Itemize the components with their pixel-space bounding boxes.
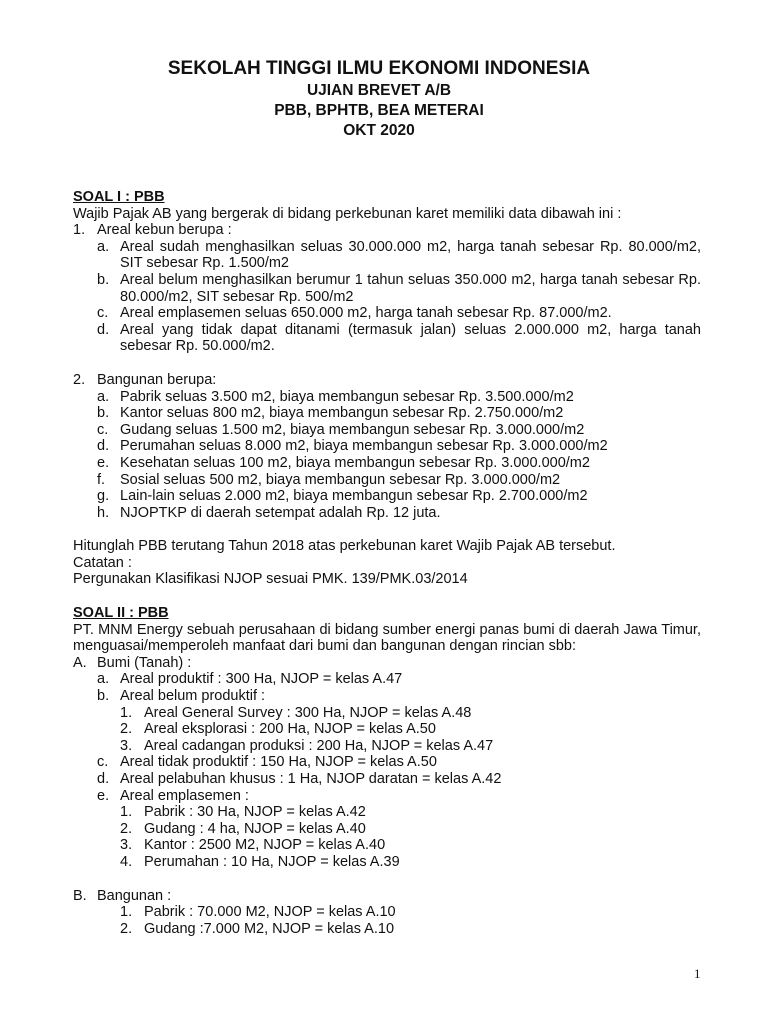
list-text: Gudang : 4 ha, NJOP = kelas A.40 xyxy=(144,820,366,837)
page-number: 1 xyxy=(694,966,701,981)
soal-2-intro: PT. MNM Energy sebuah perusahaan di bidang sumber energi panas bumi di daerah Jawa Timur, menguasai/memperoleh manfaat dari bumi dan bangunan dengan rincian sbb: xyxy=(73,621,701,655)
spacer xyxy=(73,521,701,538)
list-item xyxy=(73,505,701,522)
list-text: Areal eksplorasi : 200 Ha, NJOP = kelas A.50 xyxy=(144,721,436,738)
spacer xyxy=(73,871,701,888)
soal-1-intro: Wajib Pajak AB yang bergerak di bidang perkebunan karet memiliki data dibawah ini : xyxy=(73,205,622,222)
list-number: 2. xyxy=(73,371,86,388)
list-item xyxy=(73,472,701,489)
list-text: Pabrik seluas 3.500 m2, biaya membangun sebesar Rp. 3.500.000/m2 xyxy=(120,388,574,405)
list-number: 1. xyxy=(120,704,133,721)
list-item xyxy=(73,655,701,672)
list-label: d. xyxy=(97,438,110,455)
list-text: Areal General Survey : 300 Ha, NJOP = kelas A.48 xyxy=(144,704,472,721)
list-label: e. xyxy=(97,787,110,804)
list-text: Sosial seluas 500 m2, biaya membangun sebesar Rp. 3.000.000/m2 xyxy=(120,471,561,488)
soal-1-question: Hitunglah PBB terutang Tahun 2018 atas perkebunan karet Wajib Pajak AB tersebut. xyxy=(73,538,616,555)
list-text: Areal produktif : 300 Ha, NJOP = kelas A.47 xyxy=(120,671,403,688)
list-label: c. xyxy=(97,305,109,322)
list-item xyxy=(73,671,701,688)
document-body xyxy=(73,189,701,937)
list-label: c. xyxy=(97,421,109,438)
list-item xyxy=(73,438,701,455)
list-text: Bangunan : xyxy=(97,887,172,904)
list-item xyxy=(73,222,701,239)
list-item xyxy=(73,305,701,322)
list-number: 1. xyxy=(120,804,133,821)
list-text: Bangunan berupa: xyxy=(97,371,217,388)
list-label: b. xyxy=(97,271,110,288)
list-text: Kesehatan seluas 100 m2, biaya membangun sebesar Rp. 3.000.000/m2 xyxy=(120,454,590,471)
list-label: a. xyxy=(97,671,110,688)
list-text: Bumi (Tanah) : xyxy=(97,654,192,671)
list-number: B. xyxy=(73,887,87,904)
list-label: f. xyxy=(97,471,106,488)
list-text: Areal belum menghasilkan berumur 1 tahun seluas 350.000 m2, harga tanah sebesar Rp. 80.000/m2, SIT sebesar Rp. 500/m2 xyxy=(120,271,701,305)
list-item xyxy=(73,322,701,355)
list-text: Areal cadangan produksi : 200 Ha, NJOP = kelas A.47 xyxy=(144,737,494,754)
list-item xyxy=(73,688,701,705)
list-text: Areal kebun berupa : xyxy=(97,222,232,239)
list-item xyxy=(73,389,701,406)
list-number: 4. xyxy=(120,853,133,870)
section-heading-soal-1: SOAL I : PBB xyxy=(73,189,165,205)
list-item xyxy=(73,405,701,422)
note-text: Pergunakan Klasifikasi NJOP sesuai PMK. 139/PMK.03/2014 xyxy=(73,571,468,588)
list-item xyxy=(73,754,701,771)
list-label: g. xyxy=(97,488,110,505)
list-text: Perumahan : 10 Ha, NJOP = kelas A.39 xyxy=(144,853,400,870)
list-number: 2. xyxy=(120,820,133,837)
list-text: Gudang seluas 1.500 m2, biaya membangun sebesar Rp. 3.000.000/m2 xyxy=(120,421,585,438)
list-text: Lain-lain seluas 2.000 m2, biaya membangun sebesar Rp. 2.700.000/m2 xyxy=(120,488,588,505)
list-label: a. xyxy=(97,238,110,255)
list-item xyxy=(73,837,701,854)
list-text: NJOPTKP di daerah setempat adalah Rp. 12 juta. xyxy=(120,504,441,521)
list-text: Areal pelabuhan khusus : 1 Ha, NJOP daratan = kelas A.42 xyxy=(120,771,502,787)
list-item xyxy=(73,771,701,788)
list-number: 1. xyxy=(73,222,86,239)
list-item xyxy=(73,821,701,838)
exam-date: OKT 2020 xyxy=(343,122,415,139)
list-item xyxy=(73,888,701,905)
list-label: e. xyxy=(97,454,110,471)
list-text: Areal belum produktif : xyxy=(120,688,266,705)
list-number: A. xyxy=(73,654,87,671)
list-item xyxy=(73,455,701,472)
list-text: Areal sudah menghasilkan seluas 30.000.000 m2, harga tanah sebesar Rp. 80.000/m2, SIT sebesar Rp. 1.500/m2 xyxy=(120,238,701,272)
list-item xyxy=(73,904,701,921)
list-item xyxy=(73,705,701,722)
list-item xyxy=(73,921,701,938)
spacer xyxy=(73,355,701,372)
list-item xyxy=(73,854,701,871)
list-item xyxy=(73,372,701,389)
list-text: Pabrik : 70.000 M2, NJOP = kelas A.10 xyxy=(144,904,396,921)
list-item xyxy=(73,788,701,805)
list-number: 3. xyxy=(120,737,133,754)
exam-title: UJIAN BREVET A/B xyxy=(306,82,452,99)
list-item xyxy=(73,239,701,272)
list-number: 2. xyxy=(120,920,133,937)
list-item xyxy=(73,738,701,755)
list-text: Kantor : 2500 M2, NJOP = kelas A.40 xyxy=(144,837,386,854)
exam-subject: PBB, BPHTB, BEA METERAI xyxy=(274,102,484,119)
section-heading-soal-2: SOAL II : PBB xyxy=(73,605,169,622)
list-number: 3. xyxy=(120,837,133,854)
list-number: 2. xyxy=(120,721,133,738)
list-text: Areal emplasemen : xyxy=(120,787,249,804)
list-text: Areal tidak produktif : 150 Ha, NJOP = kelas A.50 xyxy=(120,754,437,771)
document-header xyxy=(0,57,768,141)
list-label: b. xyxy=(97,688,110,705)
list-label: d. xyxy=(97,321,110,338)
list-text: Perumahan seluas 8.000 m2, biaya membangun sebesar Rp. 3.000.000/m2 xyxy=(120,438,608,455)
list-label: b. xyxy=(97,405,110,422)
list-text: Gudang :7.000 M2, NJOP = kelas A.10 xyxy=(144,920,395,937)
note-label: Catatan : xyxy=(73,554,132,571)
list-item xyxy=(73,272,701,305)
list-item xyxy=(73,488,701,505)
list-label: h. xyxy=(97,504,110,521)
list-text: Areal yang tidak dapat ditanami (termasuk jalan) seluas 2.000.000 m2, harga tanah sebesar Rp. 50.000/m2. xyxy=(120,321,701,355)
list-label: c. xyxy=(97,754,109,771)
list-item xyxy=(73,721,701,738)
list-item xyxy=(73,422,701,439)
list-text: Kantor seluas 800 m2, biaya membangun sebesar Rp. 2.750.000/m2 xyxy=(120,405,564,422)
list-text: Areal emplasemen seluas 650.000 m2, harga tanah sebesar Rp. 87.000/m2. xyxy=(120,305,612,322)
list-number: 1. xyxy=(120,904,133,921)
institution-title: SEKOLAH TINGGI ILMU EKONOMI INDONESIA xyxy=(167,58,591,79)
list-label: a. xyxy=(97,388,110,405)
spacer xyxy=(73,588,701,605)
list-text: Pabrik : 30 Ha, NJOP = kelas A.42 xyxy=(144,804,366,821)
list-label: d. xyxy=(97,771,110,787)
list-item xyxy=(73,804,701,821)
